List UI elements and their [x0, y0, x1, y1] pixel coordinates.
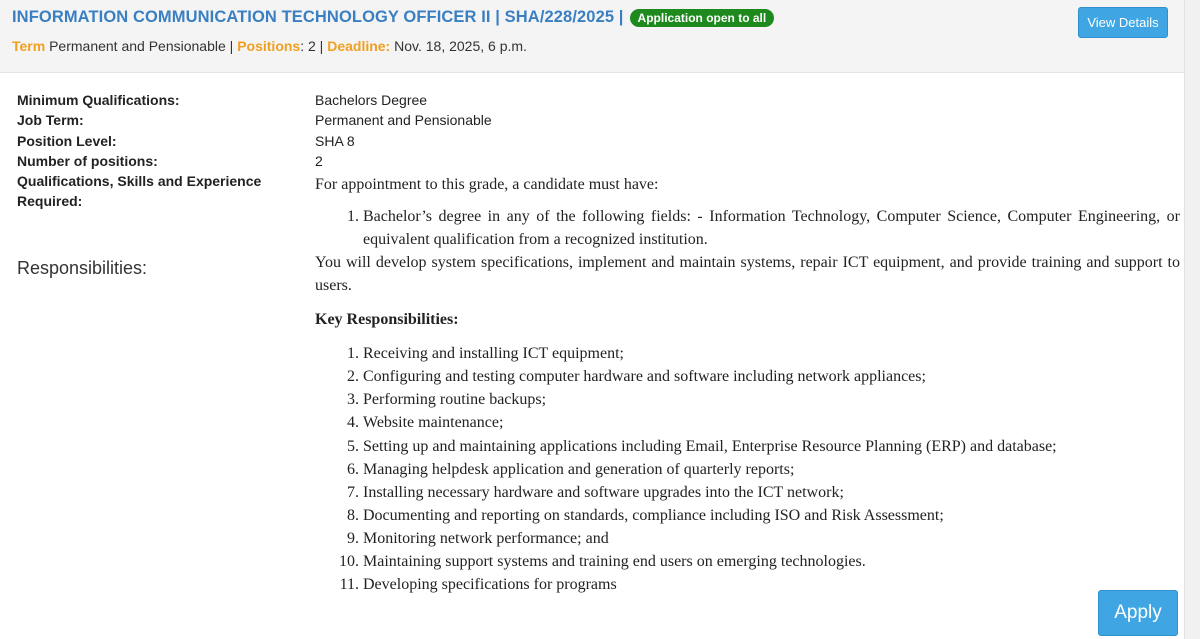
- number-of-positions-value: 2: [315, 152, 323, 169]
- deadline-label: Deadline:: [327, 38, 391, 54]
- job-term-value: Permanent and Pensionable: [315, 112, 492, 129]
- detail-values: [315, 90, 1180, 596]
- list-item: 6. Managing helpdesk application and generation of quarterly reports;: [363, 458, 1180, 481]
- list-item: 11. Developing specifications for programs: [363, 573, 1180, 596]
- positions-label: Positions: [237, 38, 301, 54]
- detail-labels: [17, 90, 297, 212]
- list-item: 9. Monitoring network performance; and: [363, 527, 1180, 550]
- title-row: [12, 8, 774, 27]
- key-responsibilities-list: [363, 342, 1180, 596]
- list-item: 4. Website maintenance;: [363, 411, 1180, 434]
- list-item: 3. Performing routine backups;: [363, 388, 1180, 411]
- job-meta: [12, 38, 527, 54]
- deadline-value: Nov. 18, 2025, 6 p.m.: [394, 38, 527, 54]
- job-title[interactable]: INFORMATION COMMUNICATION TECHNOLOGY OFFICER II | SHA/228/2025 |: [12, 8, 624, 26]
- key-responsibilities-heading: Key Responsibilities:: [315, 311, 459, 329]
- list-item: 8. Documenting and reporting on standards, compliance including ISO and Risk Assessment;: [363, 504, 1180, 527]
- view-details-button[interactable]: View Details: [1078, 7, 1168, 38]
- term-value: Permanent and Pensionable |: [49, 38, 234, 54]
- list-item: 5. Setting up and maintaining applications including Email, Enterprise Resource Planning (ERP) and database;: [363, 435, 1180, 458]
- list-item: 2. Configuring and testing computer hardware and software including network appliances;: [363, 365, 1180, 388]
- positions-value: : 2 |: [300, 38, 324, 54]
- list-item: 1. Bachelor’s degree in any of the following fields: - Information Technology, Computer Science, Computer Engineering, or equivalent qualification from a recognized institution.: [363, 205, 1180, 251]
- scrollbar[interactable]: [1184, 0, 1200, 639]
- job-term-label: Job Term:: [17, 112, 84, 129]
- apply-button[interactable]: Apply: [1098, 590, 1178, 636]
- position-level-value: SHA 8: [315, 132, 355, 149]
- position-level-label: Position Level:: [17, 132, 117, 149]
- list-item: 7. Installing necessary hardware and software upgrades into the ICT network;: [363, 481, 1180, 504]
- qualifications-skills-label: Qualifications, Skills and Experience Required:: [17, 173, 262, 210]
- job-header: [0, 0, 1184, 73]
- qualifications-intro: For appointment to this grade, a candidate must have:: [315, 176, 659, 194]
- min-qualifications-value: Bachelors Degree: [315, 92, 428, 108]
- term-label: Term: [12, 38, 46, 54]
- status-badge: Application open to all: [630, 9, 775, 27]
- min-qualifications-label: Minimum Qualifications:: [17, 92, 180, 108]
- responsibilities-label: Responsibilities:: [17, 258, 148, 278]
- qualifications-list: [363, 205, 1180, 251]
- list-item: 10. Maintaining support systems and training end users on emerging technologies.: [363, 550, 1180, 573]
- list-item: 1. Receiving and installing ICT equipment;: [363, 342, 1180, 365]
- number-of-positions-label: Number of positions:: [17, 152, 158, 169]
- responsibilities-summary: You will develop system specifications, implement and maintain systems, repair ICT equipment, and provide training and support to users.: [315, 254, 1180, 295]
